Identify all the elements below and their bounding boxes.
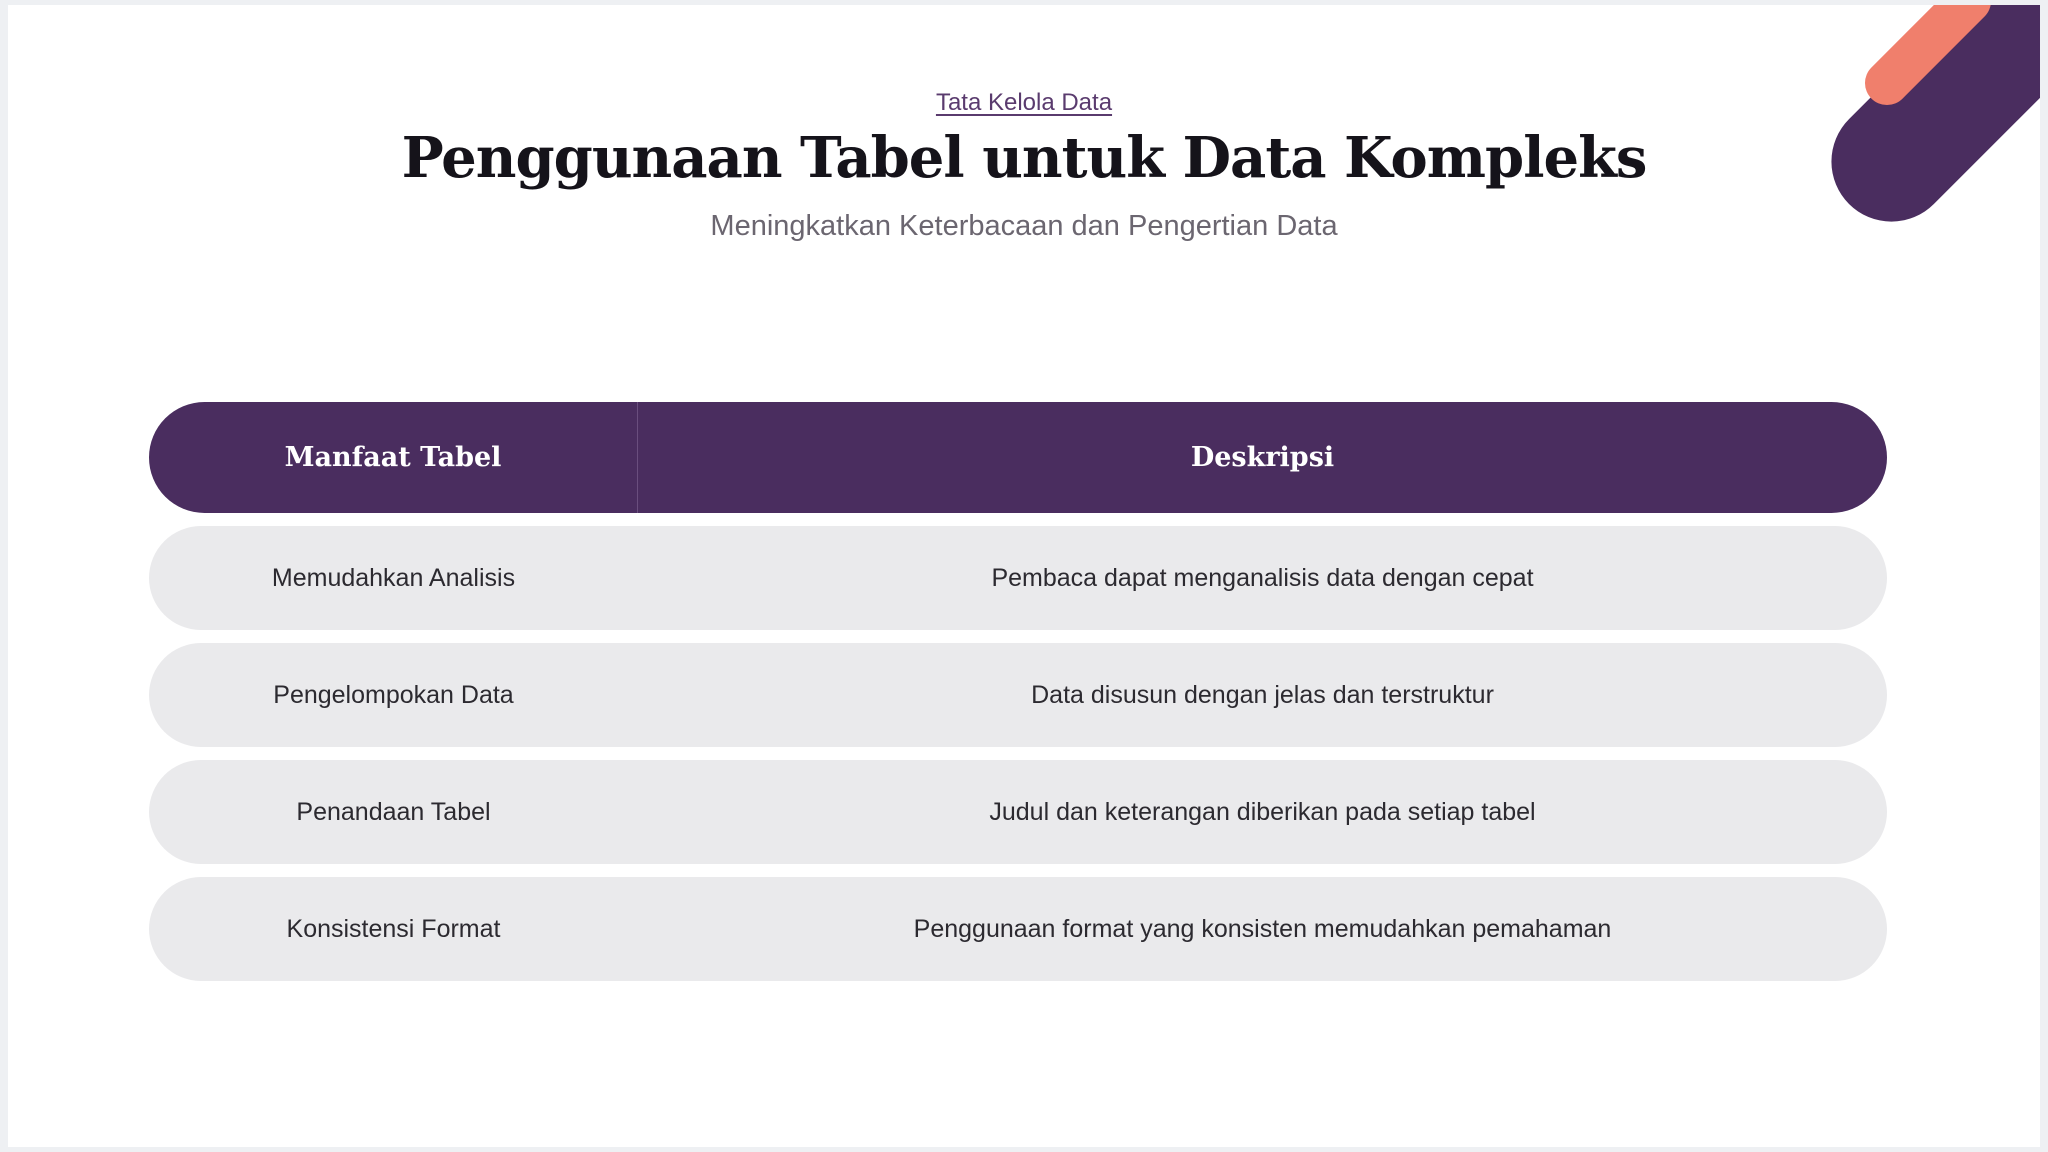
cell-benefit: Konsistensi Format xyxy=(286,914,501,943)
slide xyxy=(8,5,2040,1147)
table-row xyxy=(149,877,1887,981)
cell-description: Penggunaan format yang konsisten memudahkan pemahaman xyxy=(913,914,1612,943)
cell-description: Judul dan keterangan diberikan pada setiap tabel xyxy=(989,797,1536,826)
cell-description: Data disusun dengan jelas dan terstruktur xyxy=(1031,680,1494,709)
cell-benefit: Pengelompokan Data xyxy=(273,680,514,709)
cell-benefit: Memudahkan Analisis xyxy=(271,563,516,592)
section-link[interactable]: Tata Kelola Data xyxy=(935,89,1113,116)
table-header xyxy=(149,402,1887,513)
column-header-deskripsi: Deskripsi xyxy=(1190,442,1335,473)
table-row xyxy=(149,526,1887,630)
table-row xyxy=(149,643,1887,747)
table-row xyxy=(149,760,1887,864)
cell-benefit: Penandaan Tabel xyxy=(296,797,491,826)
cell-description: Pembaca dapat menganalisis data dengan cepat xyxy=(991,563,1534,592)
column-header-manfaat: Manfaat Tabel xyxy=(149,402,638,513)
slide-title: Penggunaan Tabel untuk Data Kompleks xyxy=(401,125,1647,191)
benefits-table xyxy=(149,402,1887,994)
slide-subtitle: Meningkatkan Keterbacaan dan Pengertian Data xyxy=(710,210,1338,242)
